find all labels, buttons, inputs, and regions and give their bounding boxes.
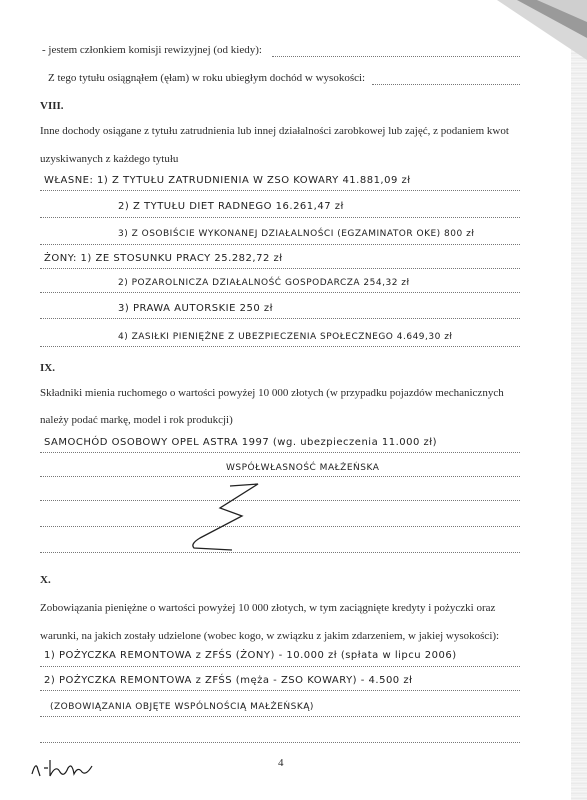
folded-corner	[477, 0, 587, 70]
fill-line	[40, 526, 520, 527]
crossout-scribble	[180, 478, 270, 558]
fill-line	[40, 244, 520, 245]
movable-text-2: należy podać markę, model i rok produkcji)	[40, 414, 233, 426]
handwritten-entry: WSPÓŁWŁASNOŚĆ MAŁŻEŃSKA	[226, 463, 380, 473]
section-heading-x: X.	[40, 574, 51, 586]
handwritten-entry: 3) PRAWA AUTORSKIE 250 zł	[118, 303, 273, 314]
handwritten-entry: 4) ZASIŁKI PIENIĘŻNE Z UBEZPIECZENIA SPOŁECZNEGO 4.649,30 zł	[118, 332, 453, 342]
page-number: 4	[278, 757, 284, 769]
other-income-text-2: uzyskiwanych z każdego tytułu	[40, 153, 179, 165]
fill-line	[40, 190, 520, 191]
fill-line	[372, 84, 520, 85]
liabilities-text-1: Zobowiązania pieniężne o wartości powyżej 10 000 złotych, w tym zaciągnięte kredyty i pożyczki oraz	[40, 602, 496, 614]
fill-line	[40, 716, 520, 717]
handwritten-entry: 1) POŻYCZKA REMONTOWA z ZFŚS (ŻONY) - 10.000 zł (spłata w lipcu 2006)	[44, 650, 457, 661]
other-income-text-1: Inne dochody osiągane z tytułu zatrudnienia lub innej działalności zarobkowej lub zajęć, z podaniem kwot	[40, 125, 509, 137]
handwritten-entry: 2) POŻYCZKA REMONTOWA z ZFŚS (męża - ZSO KOWARY) - 4.500 zł	[44, 675, 413, 686]
fill-line	[40, 666, 520, 667]
fill-line	[40, 476, 520, 477]
section-heading-ix: IX.	[40, 362, 55, 374]
signature	[28, 752, 98, 782]
fill-line	[40, 452, 520, 453]
liabilities-text-2: warunki, na jakich zostały udzielone (wobec kogo, w związku z jakim zdarzeniem, w jakiej wysokości):	[40, 630, 500, 642]
fill-line	[40, 318, 520, 319]
fill-line	[40, 292, 520, 293]
movable-text-1: Składniki mienia ruchomego o wartości powyżej 10 000 złotych (w przypadku pojazdów mechanicznych	[40, 387, 504, 399]
fill-line	[40, 217, 520, 218]
handwritten-entry: ŻONY: 1) ZE STOSUNKU PRACY 25.282,72 zł	[44, 253, 283, 264]
commission-line: - jestem członkiem komisji rewizyjnej (od kiedy):	[42, 44, 262, 56]
section-heading-viii: VIII.	[40, 100, 64, 112]
income-title-line: Z tego tytułu osiągnąłem (ęłam) w roku ubiegłym dochód w wysokości:	[48, 72, 366, 84]
fill-line	[40, 500, 520, 501]
fill-line	[40, 346, 520, 347]
handwritten-entry: WŁASNE: 1) Z TYTUŁU ZATRUDNIENIA W ZSO KOWARY 41.881,09 zł	[44, 175, 411, 186]
fill-line	[272, 56, 520, 57]
handwritten-entry: (ZOBOWIĄZANIA OBJĘTE WSPÓLNOŚCIĄ MAŁŻEŃSKĄ)	[50, 702, 314, 712]
fill-line	[40, 552, 520, 553]
handwritten-entry: 3) Z OSOBIŚCIE WYKONANEJ DZIAŁALNOŚCI (EGZAMINATOR OKE) 800 zł	[118, 229, 475, 239]
fill-line	[40, 268, 520, 269]
handwritten-entry: SAMOCHÓD OSOBOWY OPEL ASTRA 1997 (wg. ubezpieczenia 11.000 zł)	[44, 437, 438, 448]
scan-edge-stripe	[571, 0, 587, 800]
fill-line	[40, 742, 520, 743]
handwritten-entry: 2) Z TYTUŁU DIET RADNEGO 16.261,47 zł	[118, 201, 344, 212]
handwritten-entry: 2) POZAROLNICZA DZIAŁALNOŚĆ GOSPODARCZA 254,32 zł	[118, 278, 410, 288]
fill-line	[40, 690, 520, 691]
